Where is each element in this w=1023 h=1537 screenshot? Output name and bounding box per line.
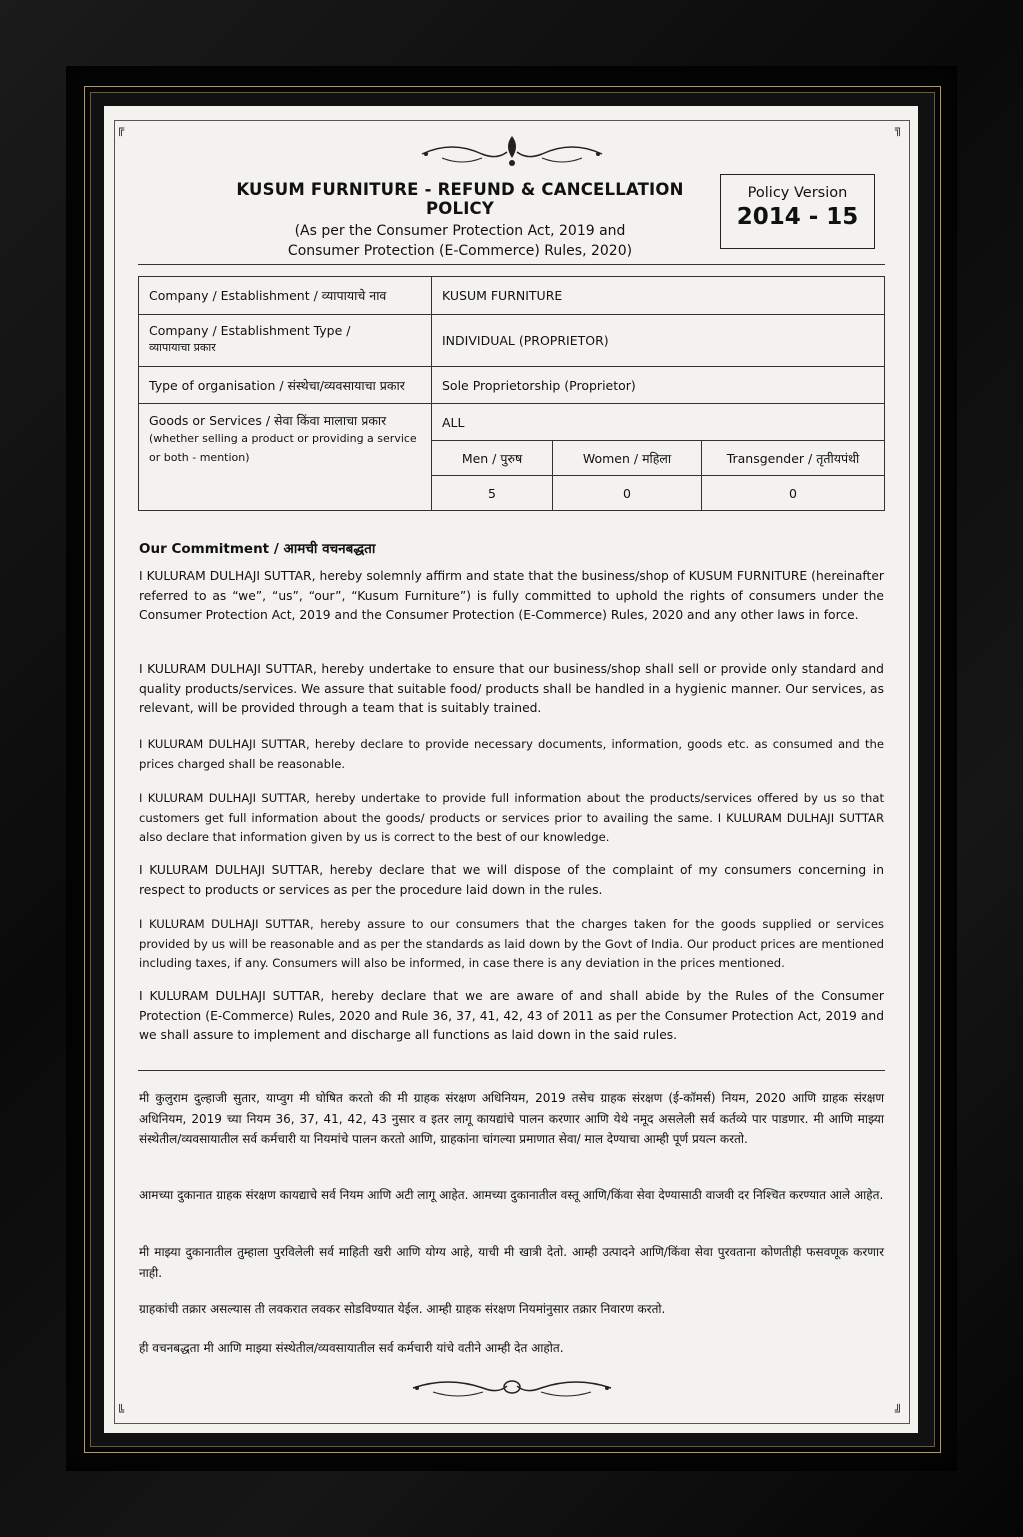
table-row bbox=[139, 367, 885, 404]
commitment-paragraph: I KULURAM DULHAJI SUTTAR, hereby declare that we are aware of and shall abide by the Rules of the Consumer Protection (E-Commerce) Rules, 2020 and Rule 36, 37, 41, 42, 43 of 2011 as per the Consumer Protection Act, 2019 and we shall assure to implement and discharge all functions as laid down in the said rules. bbox=[139, 989, 884, 1042]
corner-ornament-top-left-icon: ╔ bbox=[117, 122, 125, 136]
goods-label-line2: (whether selling a product or providing a service bbox=[149, 432, 417, 445]
row-label: Type of organisation / संस्थेचा/व्यवसायाचा प्रकार bbox=[139, 367, 432, 404]
marathi-paragraph: ग्राहकांची तक्रार असल्यास ती लवकरात लवकर सोडविण्यात येईल. आम्ही ग्राहक संरक्षण नियमांनुसार तक्रार निवारण करतो. bbox=[139, 1302, 666, 1316]
women-header: Women / महिला bbox=[553, 441, 702, 476]
flourish-top-icon bbox=[412, 132, 612, 170]
establishment-info-table bbox=[138, 276, 885, 511]
row-label-line2: व्यापायाचा प्रकार bbox=[149, 341, 216, 354]
commitment-paragraph: I KULURAM DULHAJI SUTTAR, hereby solemnly affirm and state that the business/shop of KUSUM FURNITURE (hereinafter referred to as “we”, “us”, “our”, “Kusum Furniture”) is fully committed to uphold the rights of consumers under the Consumer Protection Act, 2019 and the Consumer Protection (E-Commerce) Rules, 2020 and any other laws in force. bbox=[139, 569, 884, 622]
corner-ornament-bottom-left-icon: ╚ bbox=[117, 1404, 125, 1418]
row-label bbox=[139, 315, 432, 367]
version-value: 2014 - 15 bbox=[736, 204, 859, 230]
commitment-paragraph: I KULURAM DULHAJI SUTTAR, hereby declare that we will dispose of the complaint of my consumers concerning in respect to products or services as per the procedure laid down in the rules. bbox=[139, 863, 884, 897]
transgender-count: 0 bbox=[702, 476, 885, 511]
transgender-header: Transgender / तृतीयपंथी bbox=[702, 441, 885, 476]
policy-title: KUSUM FURNITURE - REFUND & CANCELLATION POLICY bbox=[236, 180, 684, 218]
commitment-paragraph: I KULURAM DULHAJI SUTTAR, hereby undertake to provide full information about the products/services offered by us so that customers get full information about the goods/ products or services prior to availing the same. I KULURAM DULHAJI SUTTAR also declare that information given by us is correct to the best of our knowledge. bbox=[139, 791, 884, 844]
goods-label bbox=[139, 404, 432, 511]
commitment-paragraph: I KULURAM DULHAJI SUTTAR, hereby assure to our consumers that the charges taken for the goods supplied or services provided by us will be reasonable and as per the standards as laid down by the Govt of India. Our product prices are mentioned including taxes, if any. Consumers will also be informed, in case there is any deviation in the prices mentioned. bbox=[139, 917, 884, 970]
men-header: Men / पुरुष bbox=[432, 441, 553, 476]
row-value: INDIVIDUAL (PROPRIETOR) bbox=[432, 315, 885, 367]
table-row bbox=[139, 315, 885, 367]
policy-subtitle-line2: Consumer Protection (E-Commerce) Rules, 2020) bbox=[287, 243, 633, 259]
policy-subtitle-line1: (As per the Consumer Protection Act, 2019 and bbox=[294, 223, 626, 239]
marathi-paragraph: आमच्या दुकानात ग्राहक संरक्षण कायद्याचे सर्व नियम आणि अटी लागू आहेत. आमच्या दुकानातील वस्तू आणि/किंवा सेवा देण्यासाठी वाजवी दर निश्चित करण्यात आले आहेत. bbox=[139, 1188, 884, 1202]
header-divider bbox=[138, 264, 885, 265]
commitment-title: Our Commitment / आमची वचनबद्धता bbox=[139, 541, 376, 557]
document-header bbox=[200, 180, 720, 259]
marathi-paragraph: मी कुलुराम दुल्हाजी सुतार, याप्वुग मी घोषित करतो की मी ग्राहक संरक्षण अधिनियम, 2019 तसेच ग्राहक संरक्षण (ई-कॉमर्स) नियम, 2020 आणि ग्राहक संरक्षण अधिनियम, 2019 च्या नियम 36, 37, 41, 42, 43 नुसार व इतर लागू कायद्यांचे पालन करणार आणि येथे नमूद असलेली सर्व कर्तव्ये पार पाडणार. मी आणि माझ्या संस्थेतील/व्यवसायातील सर्व कर्मचारी या नियमांचे पालन करतो आणि, ग्राहकांना चांगल्या प्रमाणात सेवा/ माल देण्याचा आम्ही पूर्ण प्रयत्न करतो. bbox=[139, 1091, 884, 1146]
men-count: 5 bbox=[432, 476, 553, 511]
row-value: Sole Proprietorship (Proprietor) bbox=[432, 367, 885, 404]
commitment-paragraph: I KULURAM DULHAJI SUTTAR, hereby undertake to ensure that our business/shop shall sell or provide only standard and quality products/services. We assure that suitable food/ products shall be handled in a hygienic manner. Our services, as relevant, will be provided through a team that is suitably trained. bbox=[139, 662, 884, 715]
row-value: KUSUM FURNITURE bbox=[432, 277, 885, 315]
version-box bbox=[720, 174, 875, 249]
commitment-paragraph: I KULURAM DULHAJI SUTTAR, hereby declare to provide necessary documents, information, goods etc. as consumed and the prices charged shall be reasonable. bbox=[139, 737, 884, 771]
marathi-paragraph: मी माझ्या दुकानातील तुम्हाला पुरविलेली सर्व माहिती खरी आणि योग्य आहे, याची मी खात्री देतो. आम्ही उत्पादने आणि/किंवा सेवा पुरवताना कोणतीही फसवणूक करणार नाही. bbox=[139, 1245, 884, 1280]
version-label: Policy Version bbox=[747, 185, 848, 201]
goods-label-line1: Goods or Services / सेवा किंवा मालाचा प्रकार bbox=[149, 413, 387, 428]
row-label-line1: Company / Establishment Type / bbox=[149, 323, 351, 338]
row-label: Company / Establishment / व्यापायाचे नाव bbox=[139, 277, 432, 315]
corner-ornament-bottom-right-icon: ╝ bbox=[895, 1404, 903, 1418]
marathi-paragraph: ही वचनबद्धता मी आणि माझ्या संस्थेतील/व्यवसायातील सर्व कर्मचारी यांचे वतीने आम्ही देत आहोत. bbox=[139, 1341, 564, 1355]
goods-label-line3: or both - mention) bbox=[149, 451, 250, 464]
goods-value: ALL bbox=[432, 404, 885, 441]
section-divider bbox=[138, 1070, 885, 1071]
corner-ornament-top-right-icon: ╗ bbox=[895, 122, 903, 136]
flourish-bottom-icon bbox=[403, 1370, 621, 1406]
table-row bbox=[139, 404, 885, 441]
women-count: 0 bbox=[553, 476, 702, 511]
table-row bbox=[139, 277, 885, 315]
